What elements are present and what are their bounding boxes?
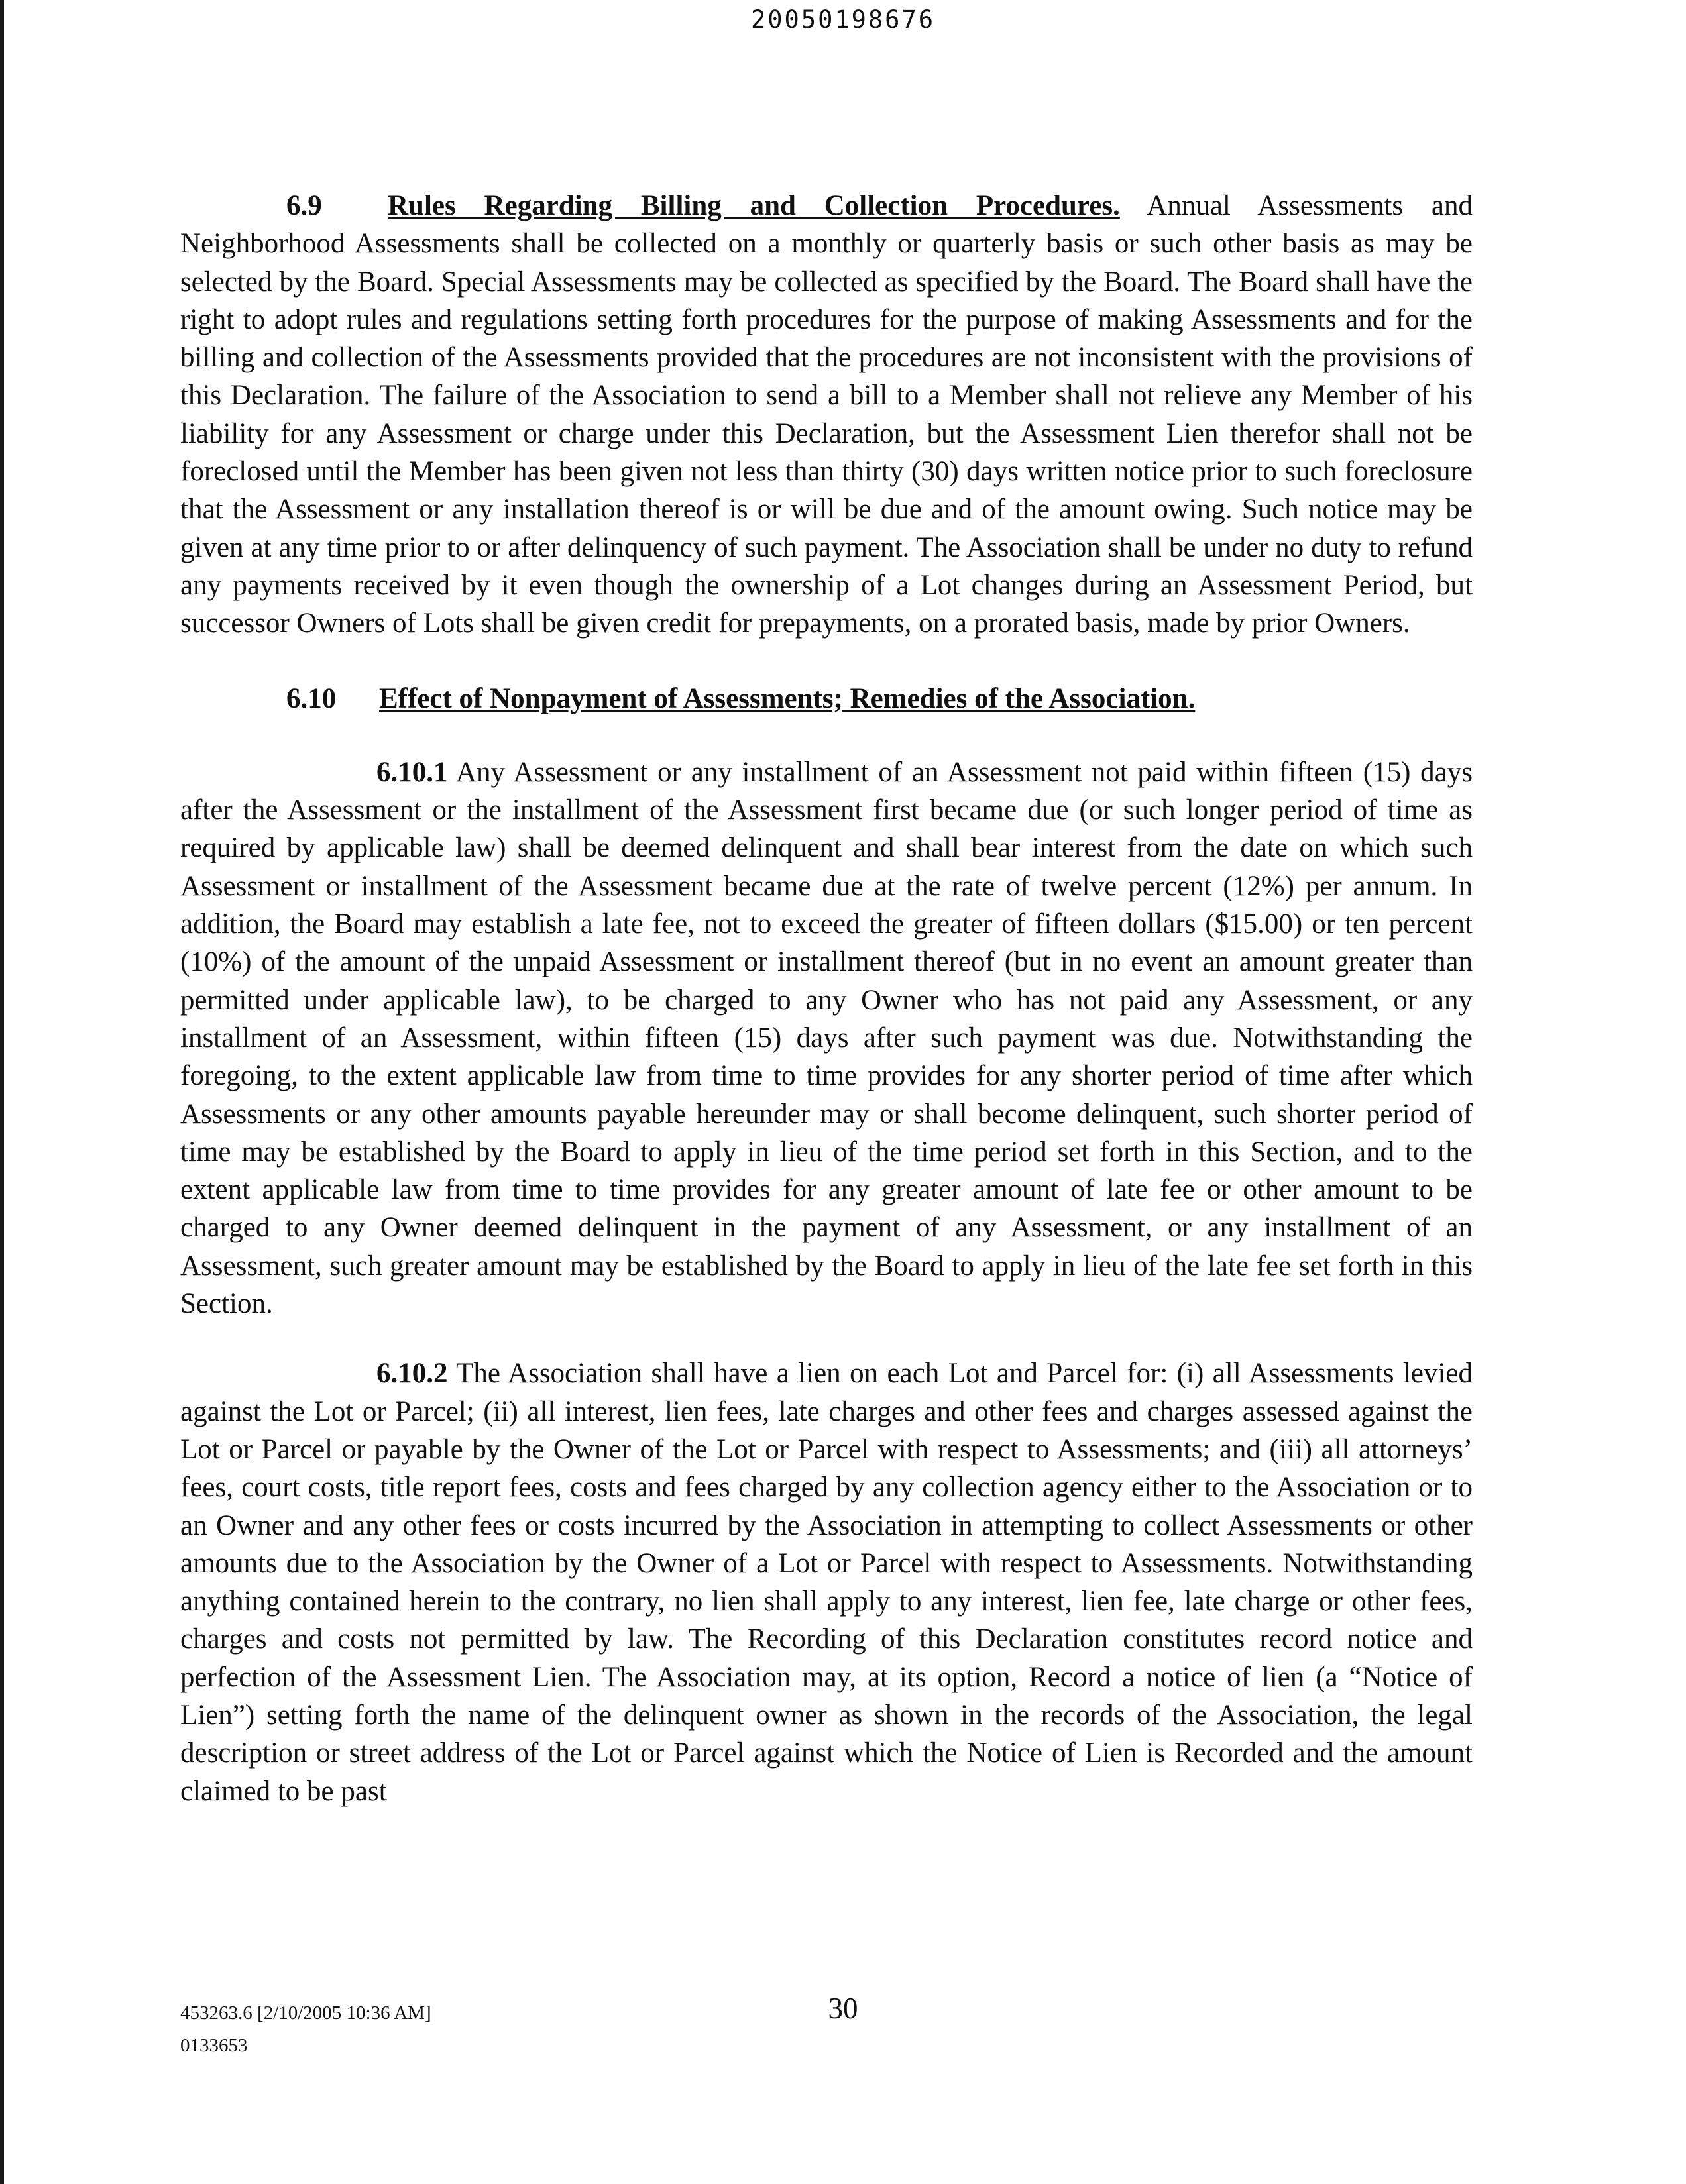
document-body — [180, 187, 1473, 1810]
footer-doc-ref: 453263.6 [2/10/2005 10:36 AM] — [180, 2002, 431, 2024]
section-number: 6.9 — [286, 190, 322, 221]
subsection-body: The Association shall have a lien on each Lot and Parcel for: (i) all Assessments levied against the Lot or Parcel; (ii) all interest, lien fees, late charges and other fees and charges assessed against the Lot or Parcel or payable by the Owner of the Lot or Parcel with respect to Assessments; and (iii) all attorneys’ fees, court costs, title report fees, costs and fees charged by any collection agency either to the Association or to an Owner and any other fees or costs incurred by the Association in attempting to collect Assessments or other amounts due to the Association by the Owner of a Lot or Parcel with respect to Assessments. Notwithstanding anything contained herein to the contrary, no lien shall apply to any interest, lien fee, late charge or other fees, charges and costs not permitted by law. The Recording of this Declaration constitutes record notice and perfection of the Assessment Lien. The Association may, at its option, Record a notice of lien (a “Notice of Lien”) setting forth the name of the delinquent owner as shown in the records of the Association, the legal description or street address of the Lot or Parcel against which the Notice of Lien is Recorded and the amount claimed to be past — [180, 1358, 1473, 1807]
section-6-10-2 — [180, 1354, 1473, 1810]
section-6-10-1 — [180, 753, 1473, 1323]
subsection-body: Any Assessment or any installment of an Assessment not paid within fifteen (15) days after the Assessment or the installment of the Assessment first became due (or such longer period of time as required by applicable law) shall be deemed delinquent and shall bear interest from the date on which such Assessment or installment of the Assessment became due at the rate of twelve percent (12%) per annum. In addition, the Board may establish a late fee, not to exceed the greater of fifteen dollars ($15.00) or ten percent (10%) of the amount of the unpaid Assessment or installment thereof (but in no event an amount greater than permitted under applicable law), to be charged to any Owner who has not paid any Assessment, or any installment of an Assessment, within fifteen (15) days after such payment was due. Notwithstanding the foregoing, to the extent applicable law from time to time provides for any shorter period of time after which Assessments or any other amounts payable hereunder may or shall become delinquent, such shorter period of time may be established by the Board to apply in lieu of the time period set forth in this Section, and to the extent applicable law from time to time provides for any greater amount of late fee or other amount to be charged to any Owner deemed delinquent in the payment of any Assessment, or any installment of an Assessment, such greater amount may be established by the Board to apply in lieu of the late fee set forth in this Section. — [180, 756, 1473, 1320]
document-number: 20050198676 — [750, 5, 936, 34]
section-6-10-heading — [180, 680, 1473, 718]
section-number: 6.10 — [286, 682, 337, 714]
section-title: Rules Regarding Billing and Collection Procedures. — [388, 190, 1120, 221]
footer-client-number: 0133653 — [180, 2035, 248, 2056]
section-title: Effect of Nonpayment of Assessments; Remedies of the Association. — [379, 682, 1196, 714]
page-number: 30 — [828, 1992, 858, 2025]
subsection-number: 6.10.2 — [376, 1358, 448, 1390]
scan-edge — [0, 0, 4, 2184]
subsection-number: 6.10.1 — [376, 756, 448, 788]
section-body: Annual Assessments and Neighborhood Assessments shall be collected on a monthly or quarterly basis or such other basis as may be selected by the Board. Special Assessments may be collected as specified by the Board. The Board shall have the right to adopt rules and regulations setting forth procedures for the purpose of making Assessments and for the billing and collection of the Assessments provided that the procedures are not inconsistent with the provisions of this Declaration. The failure of the Association to send a bill to a Member shall not relieve any Member of his liability for any Assessment or charge under this Declaration, but the Assessment Lien therefor shall not be foreclosed until the Member has been given not less than thirty (30) days written notice prior to such foreclosure that the Assessment or any installation thereof is or will be due and of the amount owing. Such notice may be given at any time prior to or after delinquency of such payment. The Association shall be under no duty to refund any payments received by it even though the ownership of a Lot changes during an Assessment Period, but successor Owners of Lots shall be given credit for prepayments, on a prorated basis, made by prior Owners. — [180, 190, 1473, 639]
section-6-9 — [180, 187, 1473, 643]
